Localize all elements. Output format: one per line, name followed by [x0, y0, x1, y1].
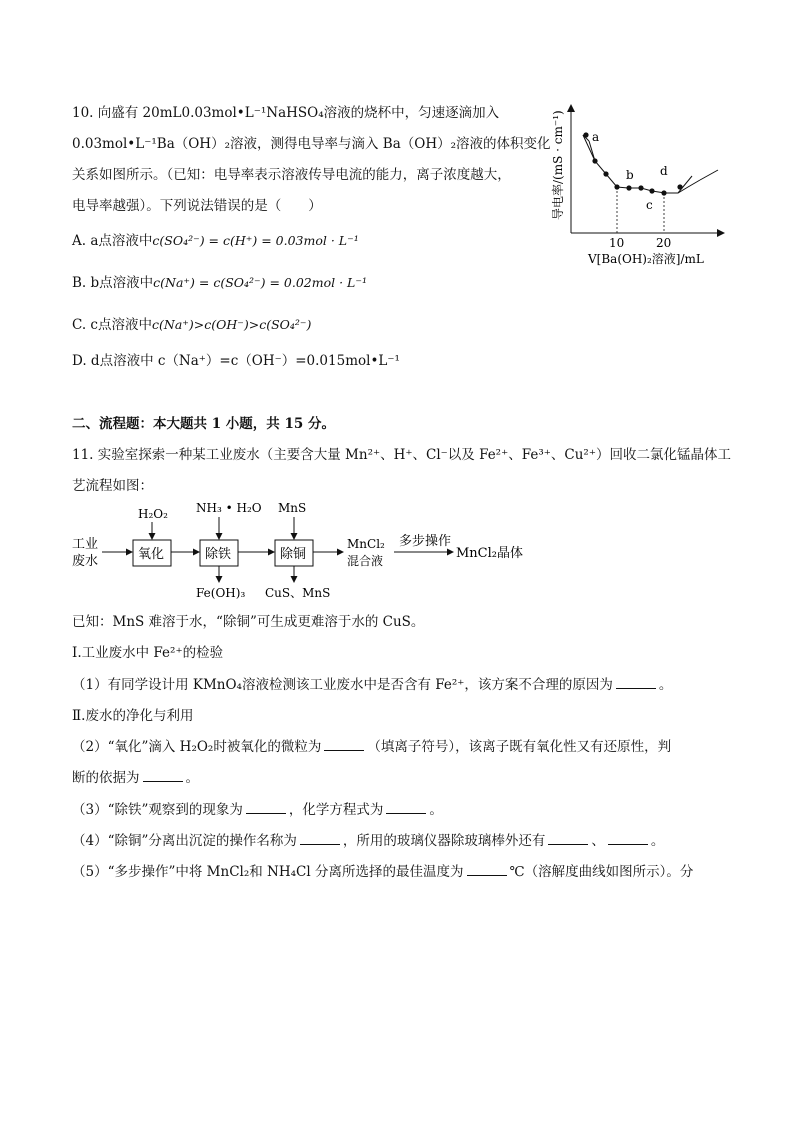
q3-end: 。 — [429, 802, 443, 818]
multi-step-label: 多步操作 — [399, 534, 452, 549]
answer-blank-4a[interactable] — [300, 832, 340, 845]
q2-text-a: （2）“氧化”滴入 H₂O₂时被氧化的微粒为 — [72, 739, 322, 755]
option-c-prefix: C. c点溶液中 — [72, 317, 152, 333]
q4-text-a: （4）“除铜”分离出沉淀的操作名称为 — [72, 833, 297, 849]
q4-text-b: ，所用的玻璃仪器除玻璃棒外还有 — [342, 833, 546, 849]
q4-sep: 、 — [591, 833, 605, 849]
q10-line3: 关系如图所示。（已知：电导率表示溶液传导电流的能力，离子浓度越大， — [72, 167, 511, 183]
q2-end: 。 — [185, 770, 199, 786]
q10-line2: 0.03mol•L⁻¹Ba（OH）₂溶液，测得电导率与滴入 Ba（OH）₂溶液的体积变化 — [72, 136, 551, 152]
q11-sub4 — [72, 832, 664, 850]
q3-text-b: ，化学方程式为 — [288, 802, 384, 818]
q11-line2: 艺流程如图： — [72, 478, 153, 494]
part2-heading: Ⅱ.废水的净化与利用 — [72, 708, 194, 724]
data-point — [592, 158, 597, 163]
q4-end: 。 — [650, 833, 665, 849]
y-axis-label: 导电率/(mS · cm⁻¹) — [551, 110, 565, 220]
answer-blank-2a[interactable] — [324, 738, 364, 751]
conductivity-graph — [540, 95, 740, 270]
label-c: c — [646, 198, 653, 212]
data-point — [626, 185, 631, 190]
box-remove-copper-label: 除铜 — [280, 547, 307, 562]
output-cus-mns: CuS、MnS — [265, 586, 331, 600]
q11-sub3 — [72, 801, 443, 819]
option-d[interactable]: D. d点溶液中 c（Na⁺）=c（OH⁻）=0.015mol•L⁻¹ — [72, 353, 400, 369]
answer-blank-3b[interactable] — [386, 801, 426, 814]
answer-blank-2b[interactable] — [143, 769, 183, 782]
point-a-dot — [583, 132, 588, 137]
answer-blank-3a[interactable] — [246, 801, 286, 814]
answer-blank-1[interactable] — [616, 676, 656, 689]
q11-sub2-cont — [72, 769, 199, 787]
part1-heading: Ⅰ.工业废水中 Fe²⁺的检验 — [72, 645, 224, 661]
option-b-prefix: B. b点溶液中 — [72, 275, 154, 291]
option-b[interactable] — [72, 274, 367, 292]
x-tick-20: 20 — [656, 236, 672, 250]
box-remove-iron-label: 除铁 — [205, 547, 232, 562]
label-a: a — [592, 130, 600, 144]
point-c-dot — [649, 188, 654, 193]
q10-line1: 10. 向盛有 20mL0.03mol•L⁻¹NaHSO₄溶液的烧杯中，匀速逐滴加入 — [72, 105, 500, 121]
output-feoh3: Fe(OH)₃ — [196, 586, 246, 600]
reagent-h2o2: H₂O₂ — [138, 507, 168, 521]
x-axis-label: V[Ba(OH)₂溶液]/mL — [588, 252, 704, 266]
label-d: d — [660, 164, 668, 178]
option-b-math: c(Na⁺) = c(SO₄²⁻) = 0.02mol · L⁻¹ — [153, 275, 367, 290]
option-c-math: c(Na⁺)>c(OH⁻)>c(SO₄²⁻) — [152, 317, 312, 332]
q1-text: （1）有同学设计用 KMnO₄溶液检测该工业废水中是否含有 Fe²⁺，该方案不合理的原因为 — [72, 677, 613, 693]
curve-end — [700, 170, 718, 180]
q11-line1: 11. 实验室探索一种某工业废水（主要含大量 Mn²⁺、H⁺、Cl⁻以及 Fe²⁺、Fe³⁺、Cu²⁺）回收二氯化锰晶体工 — [72, 447, 731, 463]
input-label-1: 工业 — [72, 537, 99, 552]
q3-text-a: （3）“除铁”观察到的现象为 — [72, 802, 243, 818]
label-b: b — [626, 168, 634, 182]
q5-text-b: ℃（溶解度曲线如图所示）。分 — [509, 864, 694, 880]
mixture-label-1: MnCl₂ — [347, 537, 385, 551]
box-oxidize-label: 氧化 — [138, 547, 165, 562]
answer-blank-4b[interactable] — [548, 832, 588, 845]
q5-text-a: （5）“多步操作”中将 MnCl₂和 NH₄Cl 分离所选择的最佳温度为 — [72, 864, 464, 880]
q10-line4: 电导率越强）。下列说法错误的是（ ） — [72, 198, 322, 214]
mixture-label-2: 混合液 — [347, 554, 384, 568]
option-a-prefix: A. a点溶液中 — [72, 233, 153, 249]
q11-sub1 — [72, 676, 672, 694]
reagent-mns: MnS — [278, 501, 307, 515]
answer-blank-4c[interactable] — [608, 832, 648, 845]
option-a[interactable] — [72, 232, 359, 250]
answer-blank-5[interactable] — [467, 863, 507, 876]
data-point — [638, 185, 643, 190]
q11-sub2 — [72, 738, 671, 756]
q2-text-c: 断的依据为 — [72, 770, 140, 786]
reagent-nh3h2o: NH₃ • H₂O — [196, 501, 262, 515]
process-flow-diagram — [66, 497, 536, 609]
data-point — [603, 171, 608, 176]
q2-text-b: （填离子符号），该离子既有氧化性又有还原性，判 — [367, 739, 672, 755]
conductivity-curve — [583, 135, 700, 193]
option-c[interactable] — [72, 316, 311, 334]
product-label: MnCl₂晶体 — [456, 546, 523, 561]
known-note: 已知：MnS 难溶于水，“除铜”可生成更难溶于水的 CuS。 — [72, 614, 425, 630]
q11-sub5 — [72, 863, 693, 881]
option-a-math: c(SO₄²⁻) = c(H⁺) = 0.03mol · L⁻¹ — [152, 233, 359, 248]
q1-end: 。 — [658, 677, 673, 693]
data-point — [677, 184, 682, 189]
input-label-2: 废水 — [72, 554, 99, 569]
x-tick-10: 10 — [609, 236, 625, 250]
section2-heading: 二、流程题：本大题共 1 小题，共 15 分。 — [72, 416, 335, 432]
